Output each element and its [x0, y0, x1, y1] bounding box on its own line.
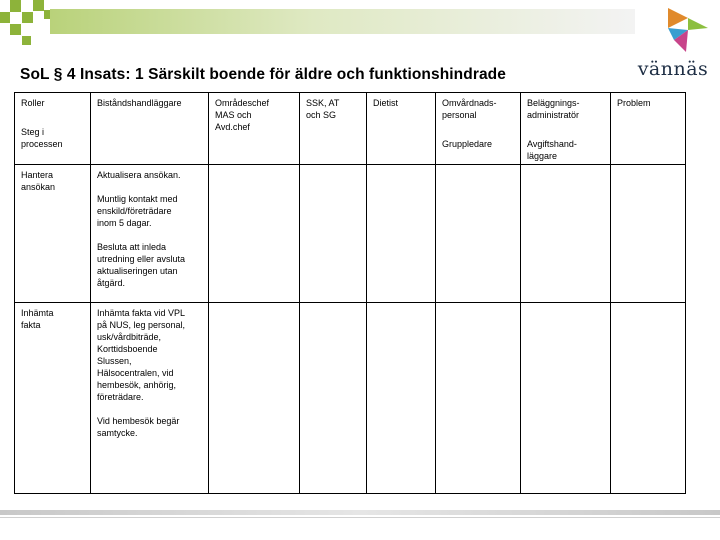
dietist-label: Dietist	[373, 98, 399, 108]
task-text: Muntlig kontakt med enskild/företrädare inom 5 dagar.	[97, 194, 178, 228]
problem-label: Problem	[617, 98, 651, 108]
empty-cell	[436, 165, 521, 303]
header-cell-omvard	[436, 93, 521, 165]
logo-mark-icon	[668, 8, 708, 52]
ssk-label: SSK, AT och SG	[306, 98, 340, 120]
task-text: Inhämta fakta vid VPL på NUS, leg personal, usk/vårdbiträde, Korttidsboende Slussen, Hälsocentralen, vid hembesök, anhörig, företrädare.	[97, 308, 186, 402]
empty-cell	[300, 303, 367, 494]
footer-band	[0, 510, 720, 515]
header-cell-problem	[611, 93, 686, 165]
empty-cell	[367, 303, 436, 494]
belaggning-label: Beläggnings- administratör	[527, 98, 580, 120]
header-cell-bistand	[91, 93, 209, 165]
empty-cell	[300, 165, 367, 303]
table-row	[15, 165, 686, 303]
page-title: SoL § 4 Insats: 1 Särskilt boende för äldre och funktionshindrade	[20, 66, 506, 83]
empty-cell	[611, 165, 686, 303]
steg-label: Steg i processen	[21, 127, 63, 149]
header-cell-roller	[15, 93, 91, 165]
table-row	[15, 303, 686, 494]
header-cell-ssk	[300, 93, 367, 165]
footer-line	[0, 517, 720, 518]
bistand-label: Biståndshandläggare	[97, 98, 182, 108]
header-row	[15, 93, 686, 165]
roller-label: Roller	[21, 98, 45, 108]
empty-cell	[209, 165, 300, 303]
header-cell-omrade	[209, 93, 300, 165]
avgift-label: Avgiftshand- läggare	[527, 139, 577, 161]
empty-cell	[521, 303, 611, 494]
process-table	[14, 92, 686, 494]
task-text: Besluta att inleda utredning eller avsluta aktualiseringen utan åtgärd.	[97, 242, 186, 288]
empty-cell	[367, 165, 436, 303]
omvard-label: Omvårdnads- personal	[442, 98, 497, 120]
bistand-cell	[91, 165, 209, 303]
gruppledare-label: Gruppledare	[442, 139, 493, 149]
task-text: Vid hembesök begär samtycke.	[97, 416, 180, 438]
empty-cell	[611, 303, 686, 494]
step-label: Hantera ansökan	[21, 170, 56, 192]
omrade-label: Områdeschef MAS och Avd.chef	[215, 98, 270, 132]
task-text: Aktualisera ansökan.	[97, 170, 181, 180]
empty-cell	[209, 303, 300, 494]
header-cell-dietist	[367, 93, 436, 165]
empty-cell	[521, 165, 611, 303]
header-cell-belaggning	[521, 93, 611, 165]
header-band	[50, 9, 635, 34]
step-label: Inhämta fakta	[21, 308, 54, 330]
logo-text: vännäs	[637, 58, 709, 80]
vannas-logo	[634, 6, 710, 82]
bistand-cell	[91, 303, 209, 494]
step-cell	[15, 165, 91, 303]
step-cell	[15, 303, 91, 494]
empty-cell	[436, 303, 521, 494]
